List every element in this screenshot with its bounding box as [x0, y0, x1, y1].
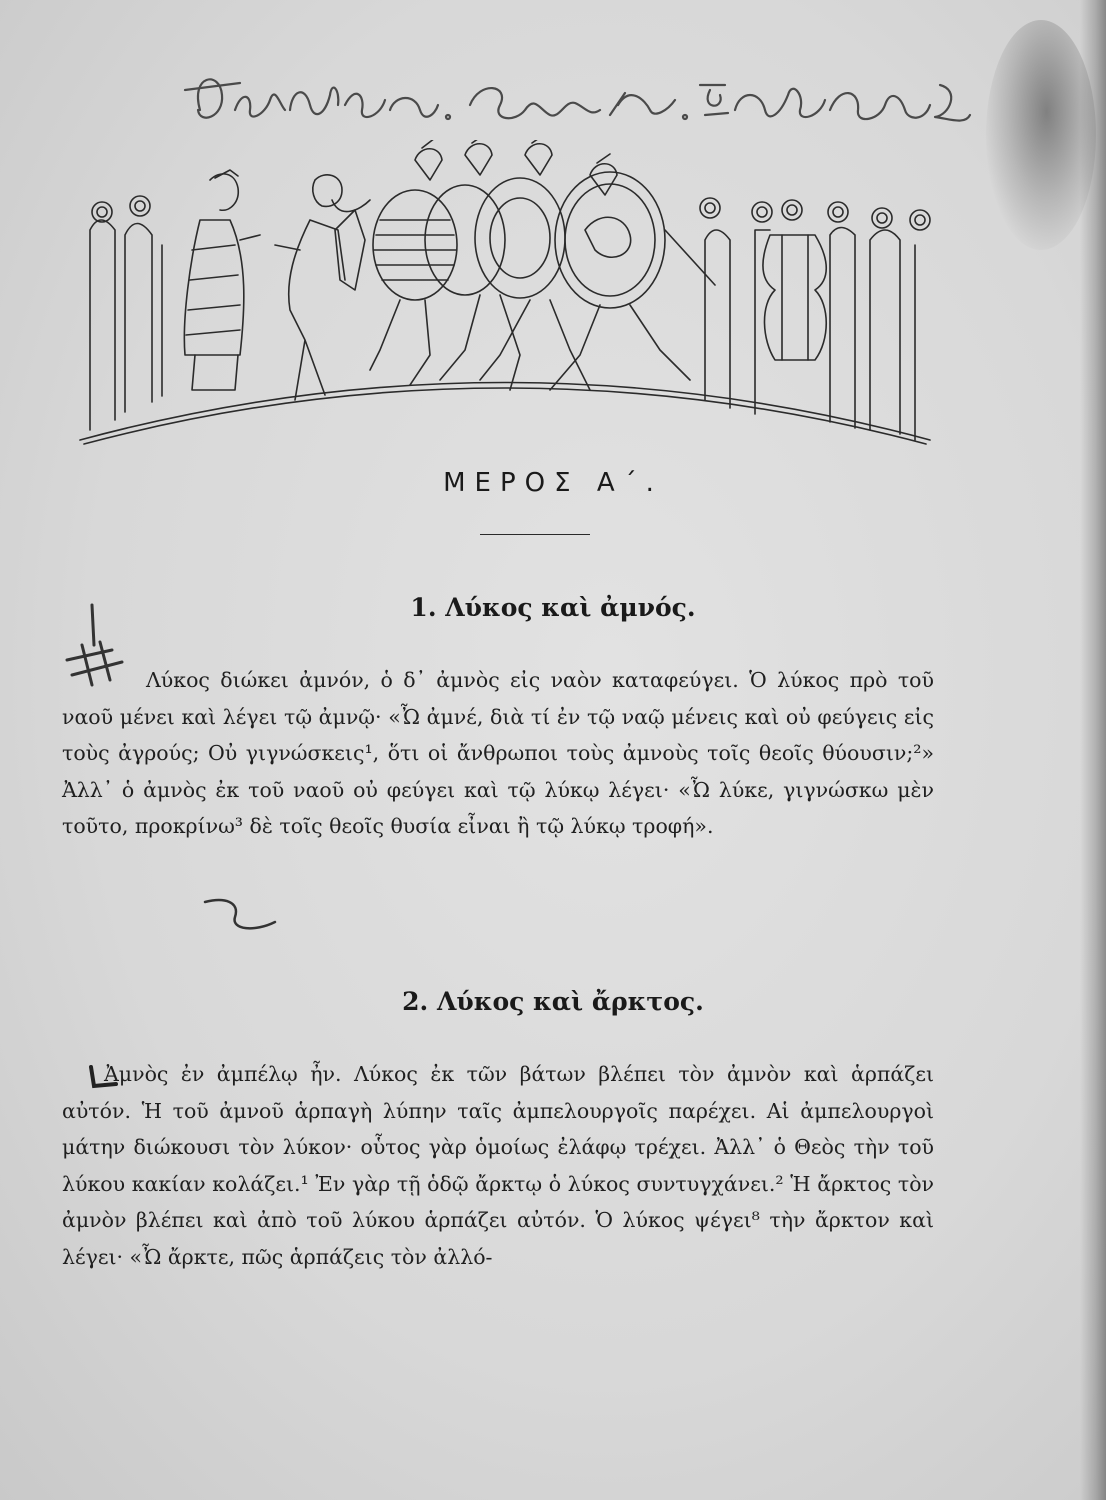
- warriors-illustration: [70, 140, 940, 450]
- pencil-squiggle-mark: [195, 892, 285, 942]
- part-title: ΜΕΡΟΣ Α΄.: [443, 468, 663, 498]
- pencil-tick-mark: [86, 1062, 120, 1092]
- section-1-paragraph: Λύκος διώκει ἀμνόν, ὁ δ᾽ ἀμνὸς εἰς ναὸν καταφεύγει. Ὁ λύκος πρὸ τοῦ ναοῦ μένει καὶ λέγει τῷ ἀμνῷ· «Ὦ ἀμνέ, διὰ τί ἐν τῷ ναῷ μένεις καὶ οὐ φεύγεις εἰς τοὺς ἀγρούς; Οὐ γιγνώσκεις¹, ὅτι οἱ ἄνθρωποι τοὺς ἀμνοὺς τοῖς θεοῖς θύουσιν;²» Ἀλλ᾽ ὁ ἀμνὸς ἐκ τοῦ ναοῦ οὐ φεύγει καὶ τῷ λύκῳ λέγει· «Ὦ λύκε, γιγνώσκω μὲν τοῦτο, προκρίνω³ δὲ τοῖς θεοῖς θυσία εἶναι ἢ τῷ λύκῳ τροφή».: [62, 668, 934, 839]
- page-edge-shadow: [1080, 0, 1106, 1500]
- section-2-heading: 2. Λύκος καὶ ἄρκτος.: [402, 987, 704, 1016]
- handwritten-signature: [180, 55, 980, 145]
- pencil-margin-mark: [52, 600, 142, 690]
- section-2-paragraph: Ἀμνὸς ἐν ἀμπέλῳ ἦν. Λύκος ἐκ τῶν βάτων βλέπει τὸν ἀμνὸν καὶ ἁρπάζει αὐτόν. Ἡ τοῦ ἀμνοῦ ἁρπαγὴ λύπην ταῖς ἀμπελουργοῖς παρέχει. Αἱ ἀμπελουργοὶ μάτην διώκουσι τὸν λύκον· οὗτος γὰρ ὁμοίως ἐλάφῳ τρέχει. Ἀλλ᾽ ὁ Θεὸς τὴν τοῦ λύκου κακίαν κολάζει.¹ Ἐν γὰρ τῇ ὁδῷ ἄρκτῳ ὁ λύκος συντυγχάνει.² Ἡ ἄρκτος τὸν ἀμνὸν βλέπει καὶ ἀπὸ τοῦ λύκου ἁρπάζει αὐτόν. Ὁ λύκος ψέγει⁸ τὴν ἄρκτον καὶ λέγει· «Ὦ ἄρκτε, πῶς ἁρπάζεις τὸν ἀλλό-: [62, 1062, 934, 1269]
- section-1-heading: 1. Λύκος καὶ ἀμνός.: [410, 593, 696, 622]
- title-divider: [480, 534, 590, 535]
